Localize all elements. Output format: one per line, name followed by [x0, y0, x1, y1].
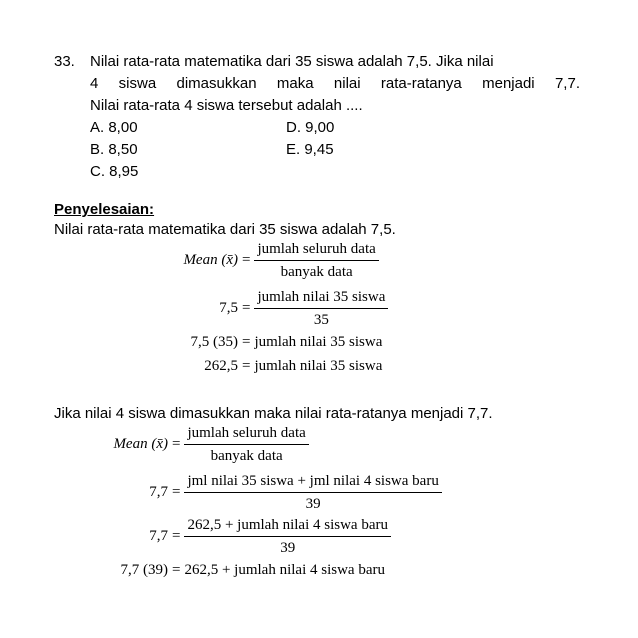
block2-eq2	[90, 472, 442, 513]
block1-eq2-fraction	[254, 288, 388, 329]
fraction-denominator: 35	[313, 312, 329, 328]
option-a: A. 8,00	[90, 119, 138, 136]
solution-intro-1: Nilai rata-rata matematika dari 35 siswa adalah 7,5.	[54, 221, 396, 238]
block1-eq4-rhs: jumlah nilai 35 siswa	[254, 358, 383, 374]
block1-eq3	[130, 334, 382, 351]
option-c: C. 8,95	[90, 163, 139, 180]
question-line-1: Nilai rata-rata matematika dari 35 siswa adalah 7,5. Jika nilai	[90, 53, 494, 70]
solution-heading: Penyelesaian:	[54, 201, 155, 218]
solution-intro-2: Jika nilai 4 siswa dimasukkan maka nilai rata-ratanya menjadi 7,7.	[54, 405, 493, 422]
equals-sign: =	[242, 358, 251, 374]
fraction-denominator: 39	[305, 496, 321, 512]
option-e: E. 9,45	[286, 141, 334, 158]
block2-eq3-fraction	[184, 516, 391, 557]
equals-sign: =	[172, 436, 181, 452]
block2-eq2-fraction	[184, 472, 441, 513]
block1-mean-equation	[130, 240, 379, 281]
fraction-denominator: banyak data	[280, 264, 353, 280]
equals-sign: =	[242, 334, 251, 350]
question-line-2: 4 siswa dimasukkan maka nilai rata-ratanya menjadi 7,7.	[90, 75, 580, 92]
fraction-numerator: 262,5 + jumlah nilai 4 siswa baru	[184, 516, 391, 537]
question-number: 33.	[54, 53, 75, 70]
option-b: B. 8,50	[90, 141, 138, 158]
equals-sign: =	[172, 484, 181, 500]
block1-eq3-lhs: 7,5 (35)	[190, 334, 238, 350]
fraction-denominator: 39	[280, 540, 296, 556]
block2-eq4-lhs: 7,7 (39)	[120, 562, 168, 578]
equals-sign: =	[172, 528, 181, 544]
block1-eq4	[130, 358, 382, 375]
block2-eq2-lhs: 7,7	[149, 484, 168, 500]
fraction-numerator: jumlah seluruh data	[254, 240, 378, 261]
block2-eq4	[90, 562, 385, 579]
block2-eq3-lhs: 7,7	[149, 528, 168, 544]
fraction-numerator: jml nilai 35 siswa + jml nilai 4 siswa baru	[184, 472, 441, 493]
fraction-numerator: jumlah nilai 35 siswa	[254, 288, 388, 309]
block1-eq3-rhs: jumlah nilai 35 siswa	[254, 334, 383, 350]
equals-sign: =	[242, 300, 251, 316]
equals-sign: =	[172, 562, 181, 578]
equals-sign: =	[242, 252, 251, 268]
block1-eq4-lhs: 262,5	[204, 358, 238, 374]
block1-mean-lhs: Mean (x̄)	[183, 252, 238, 268]
question-line-3: Nilai rata-rata 4 siswa tersebut adalah ....	[90, 97, 363, 114]
block2-mean-fraction	[184, 424, 308, 465]
block2-mean-equation	[90, 424, 309, 465]
block2-mean-lhs: Mean (x̄)	[113, 436, 168, 452]
option-d: D. 9,00	[286, 119, 335, 136]
block1-mean-fraction	[254, 240, 378, 281]
block2-eq4-rhs: 262,5 + jumlah nilai 4 siswa baru	[184, 562, 385, 578]
block1-eq2	[130, 288, 388, 329]
block2-eq3	[90, 516, 391, 557]
fraction-numerator: jumlah seluruh data	[184, 424, 308, 445]
block1-eq2-lhs: 7,5	[219, 300, 238, 316]
fraction-denominator: banyak data	[210, 448, 283, 464]
